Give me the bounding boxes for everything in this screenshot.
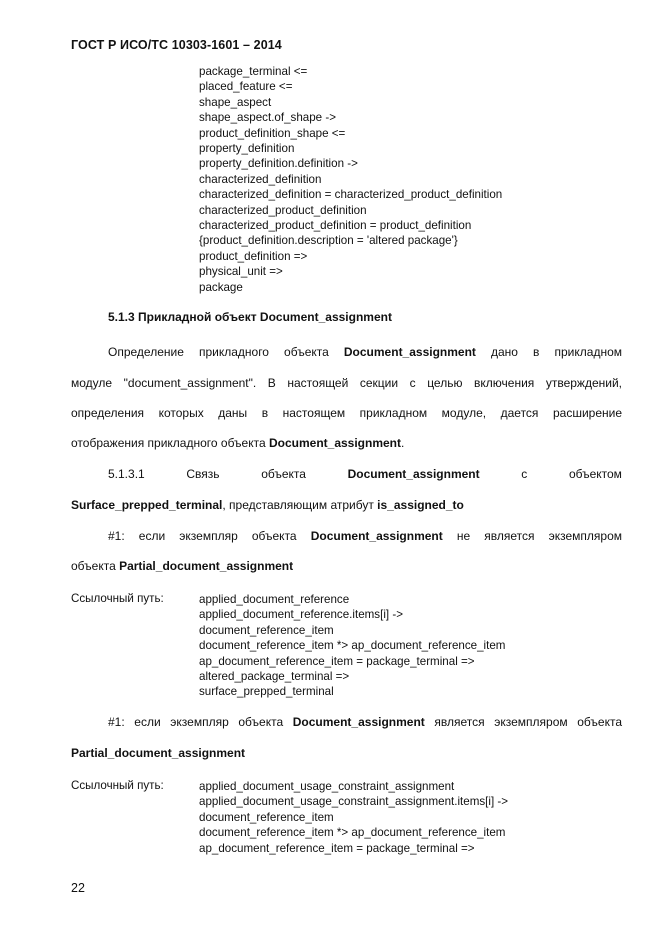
subsection-line-2: Surface_prepped_terminal, представляющим атрибут is_assigned_to bbox=[71, 498, 464, 512]
code-line: document_reference_item bbox=[199, 810, 334, 824]
intro-line-4: отображения прикладного объекта Document_assignment. bbox=[71, 436, 405, 450]
section-heading: 5.1.3 Прикладной объект Document_assignment bbox=[108, 310, 392, 324]
code-line: product_definition_shape <= bbox=[199, 126, 346, 140]
code-line: characterized_product_definition bbox=[199, 203, 367, 217]
code-line: document_reference_item *> ap_document_reference_item bbox=[199, 639, 506, 653]
code-line: applied_document_reference.items[i] -> bbox=[199, 608, 403, 622]
mapping-block-top bbox=[199, 64, 502, 295]
code-line: document_reference_item bbox=[199, 623, 334, 637]
case2-line-2: Partial_document_assignment bbox=[71, 746, 246, 760]
ref2-block bbox=[199, 779, 508, 856]
case1-line-2: объекта Partial_document_assignment bbox=[71, 559, 294, 573]
page-header-title: ГОСТ Р ИСО/ТС 10303-1601 – 2014 bbox=[71, 38, 282, 52]
ref2-label: Ссылочный путь: bbox=[71, 779, 164, 792]
code-line: ap_document_reference_item = package_terminal => bbox=[199, 841, 475, 855]
code-line: package bbox=[199, 280, 243, 294]
intro-line-3: определения которых даны в настоящем прикладном модуле, дается расширение bbox=[71, 406, 622, 420]
code-line: characterized_definition = characterized_product_definition bbox=[199, 188, 503, 202]
intro-line-1: Определение прикладного объекта Document_assignment дано в прикладном bbox=[108, 345, 622, 359]
code-line: applied_document_reference bbox=[199, 593, 350, 606]
subsection-number: 5.1.3.1 bbox=[108, 467, 145, 481]
case1-line-1: #1: если экземпляр объекта Document_assignment не является экземпляром bbox=[108, 529, 623, 543]
code-line: applied_document_usage_constraint_assignment.items[i] -> bbox=[199, 795, 509, 809]
code-line: shape_aspect bbox=[199, 95, 272, 109]
ref1-label: Ссылочный путь: bbox=[71, 592, 164, 605]
case2-line-1: #1: если экземпляр объекта Document_assignment является экземпляром объекта bbox=[108, 715, 623, 729]
code-line: document_reference_item *> ap_document_reference_item bbox=[199, 826, 506, 840]
code-line: property_definition.definition -> bbox=[199, 157, 358, 171]
code-line: applied_document_usage_constraint_assignment bbox=[199, 780, 455, 793]
code-line: surface_prepped_terminal bbox=[199, 685, 334, 699]
code-line: placed_feature <= bbox=[199, 80, 293, 94]
page-number: 22 bbox=[71, 881, 85, 895]
code-line: package_terminal <= bbox=[199, 65, 308, 78]
code-line: {product_definition.description = 'altered package'} bbox=[199, 234, 458, 248]
code-line: shape_aspect.of_shape -> bbox=[199, 111, 336, 125]
intro-line-2: модуле "document_assignment". В настоящей секции с целью включения утверждений, bbox=[71, 376, 622, 390]
code-line: characterized_product_definition = product_definition bbox=[199, 219, 472, 233]
code-line: altered_package_terminal => bbox=[199, 670, 350, 684]
code-line: ap_document_reference_item = package_terminal => bbox=[199, 654, 475, 668]
code-line: property_definition bbox=[199, 142, 295, 156]
subsection-line-1: 5.1.3.1 Связь объекта Document_assignment с объектом bbox=[108, 467, 622, 481]
ref1-block bbox=[199, 592, 505, 700]
code-line: physical_unit => bbox=[199, 265, 283, 279]
code-line: product_definition => bbox=[199, 249, 308, 263]
code-line: characterized_definition bbox=[199, 172, 322, 186]
